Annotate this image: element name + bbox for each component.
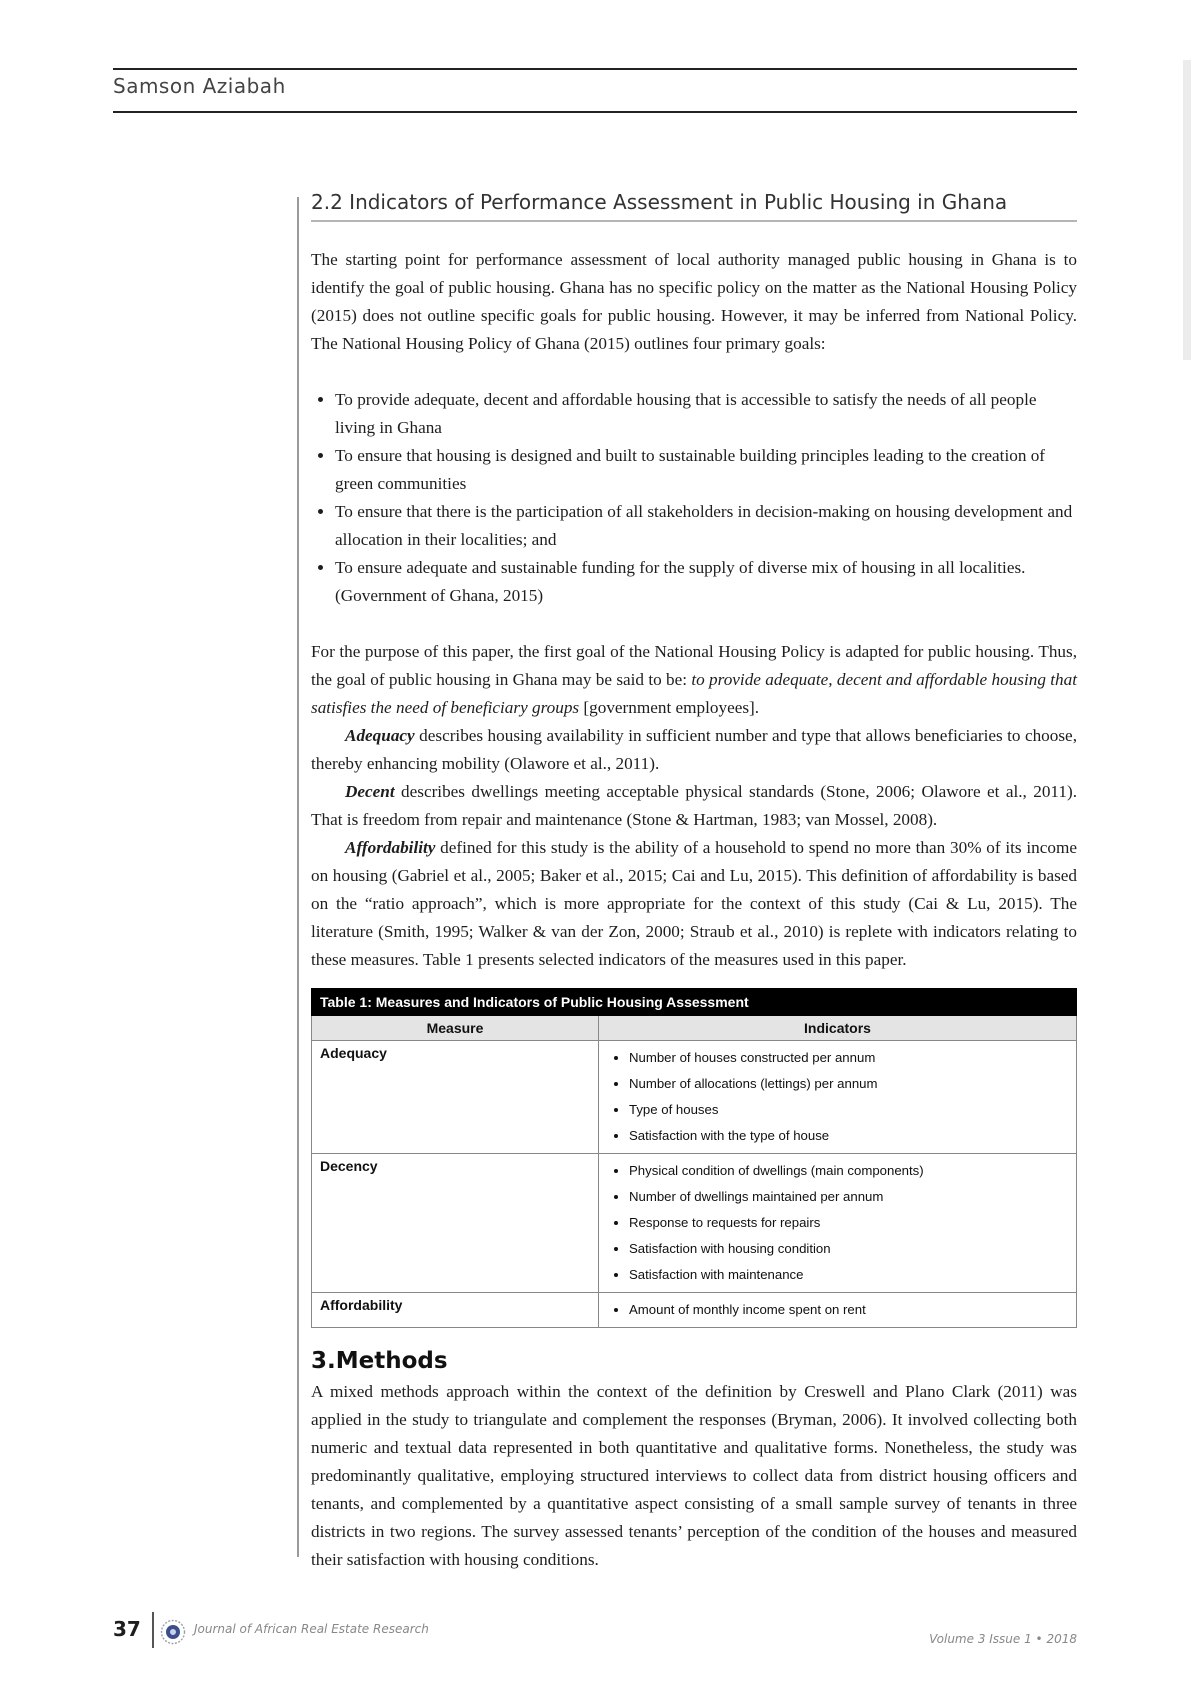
journal-logo-icon: [160, 1619, 186, 1645]
affordability-term: Affordability: [345, 838, 436, 857]
table-row: [312, 1293, 1077, 1328]
adequacy-paragraph: [311, 722, 1077, 778]
affordability-paragraph: [311, 834, 1077, 974]
page-number: 37: [113, 1617, 141, 1641]
section-title: 2.2 Indicators of Performance Assessment in Public Housing in Ghana: [311, 190, 1077, 222]
purpose-paragraph: [311, 638, 1077, 722]
table-row: [312, 1041, 1077, 1154]
goal-item: • To ensure that housing is designed and built to sustainable building principles leading to the creation of green communities: [335, 442, 1077, 498]
header-bottom-rule: [113, 111, 1077, 113]
measure-cell: Decency: [312, 1154, 599, 1293]
indicators-cell: [599, 1041, 1077, 1154]
table-row: [312, 1154, 1077, 1293]
purpose-text: For the purpose of this paper, the first goal of the National Housing Policy is adapted for public housing. Thus, the goal of public housing in Ghana may be said to be:: [311, 642, 1077, 689]
header-top-rule: [113, 68, 1077, 70]
adequacy-text: describes housing availability in sufficient number and type that allows beneficiaries to choose, thereby enhancing mobility (Olawore et al., 2011).: [311, 726, 1077, 773]
goal-item: • To ensure that there is the participation of all stakeholders in decision-making on housing development and allocation in their localities; and: [335, 498, 1077, 554]
indicators-table: [311, 988, 1077, 1328]
measure-cell: Adequacy: [312, 1041, 599, 1154]
indicator-item: • Response to requests for repairs: [629, 1210, 1068, 1236]
table-caption: Table 1: Measures and Indicators of Public Housing Assessment: [312, 989, 1077, 1016]
indicator-item: • Amount of monthly income spent on rent: [629, 1297, 1068, 1323]
indicators-cell: [599, 1154, 1077, 1293]
column-header-measure: Measure: [312, 1016, 599, 1041]
footer-separator: [152, 1612, 154, 1648]
goal-item: • To provide adequate, decent and affordable housing that is accessible to satisfy the needs of all people living in Ghana: [335, 386, 1077, 442]
volume-issue: Volume 3 Issue 1 • 2018: [929, 1632, 1077, 1646]
methods-paragraph: A mixed methods approach within the context of the definition by Creswell and Plano Clark (2011) was applied in the study to triangulate and complement the responses (Bryman, 2006). It involved collecting both numeric and textual data represented in both quantitative and qualitative forms. Nonetheless, the study was predominantly qualitative, employing structured interviews to collect data from district housing officers and tenants, and complemented by a quantitative aspect consisting of a small sample survey of tenants in three districts in two regions. The survey assessed tenants’ perception of the condition of the houses and measured their satisfaction with housing conditions.: [311, 1382, 1077, 1569]
goal-suffix: [government employees].: [579, 698, 760, 717]
indicator-item: • Type of houses: [629, 1097, 1068, 1123]
indicator-item: • Satisfaction with housing condition: [629, 1236, 1068, 1262]
page-edge-strip: [1183, 60, 1191, 360]
affordability-text: defined for this study is the ability of a household to spend no more than 30% of its income on housing (Gabriel et al., 2005; Baker et al., 2015; Cai and Lu, 2015). This definition of affordability is based on the “ratio approach”, which is more appropriate for the context of this study (Cai & Lu, 2015). The literature (Smith, 1995; Walker & van der Zon, 2000; Straub et al., 2010) is replete with indicators relating to these measures. Table 1 presents selected indicators of the measures used in this paper.: [311, 838, 1077, 969]
indicator-item: • Number of dwellings maintained per annum: [629, 1184, 1068, 1210]
decent-term: Decent: [345, 782, 395, 801]
journal-name: Journal of African Real Estate Research: [194, 1622, 429, 1636]
indicators-cell: [599, 1293, 1077, 1328]
indicator-item: • Number of allocations (lettings) per annum: [629, 1071, 1068, 1097]
running-header-author: Samson Aziabah: [113, 74, 286, 98]
decent-text: describes dwellings meeting acceptable physical standards (Stone, 2006; Olawore et al., 2011). That is freedom from repair and maintenance (Stone & Hartman, 1983; van Mossel, 2008).: [311, 782, 1077, 829]
intro-paragraph: The starting point for performance assessment of local authority managed public housing in Ghana is to identify the goal of public housing. Ghana has no specific policy on the matter as the National Housing Policy (2015) does not outline specific goals for public housing. However, it may be inferred from National Policy. The National Housing Policy of Ghana (2015) outlines four primary goals:: [311, 250, 1077, 353]
measure-cell: Affordability: [312, 1293, 599, 1328]
indicator-item: • Satisfaction with the type of house: [629, 1123, 1068, 1149]
main-content: [311, 190, 1077, 1574]
goal-emphasis: to provide adequate, decent and affordable housing that satisfies the need of beneficiary groups: [311, 670, 1077, 717]
methods-heading: 3.Methods: [311, 1348, 448, 1374]
indicator-item: • Physical condition of dwellings (main components): [629, 1158, 1068, 1184]
adequacy-term: Adequacy: [345, 726, 415, 745]
goals-list: [311, 386, 1077, 610]
decent-paragraph: [311, 778, 1077, 834]
column-header-indicators: Indicators: [599, 1016, 1077, 1041]
indicator-item: • Satisfaction with maintenance: [629, 1262, 1068, 1288]
indicator-item: • Number of houses constructed per annum: [629, 1045, 1068, 1071]
goal-item: • To ensure adequate and sustainable funding for the supply of diverse mix of housing in all localities. (Government of Ghana, 2015): [335, 554, 1077, 610]
content-left-bar: [297, 197, 299, 1557]
